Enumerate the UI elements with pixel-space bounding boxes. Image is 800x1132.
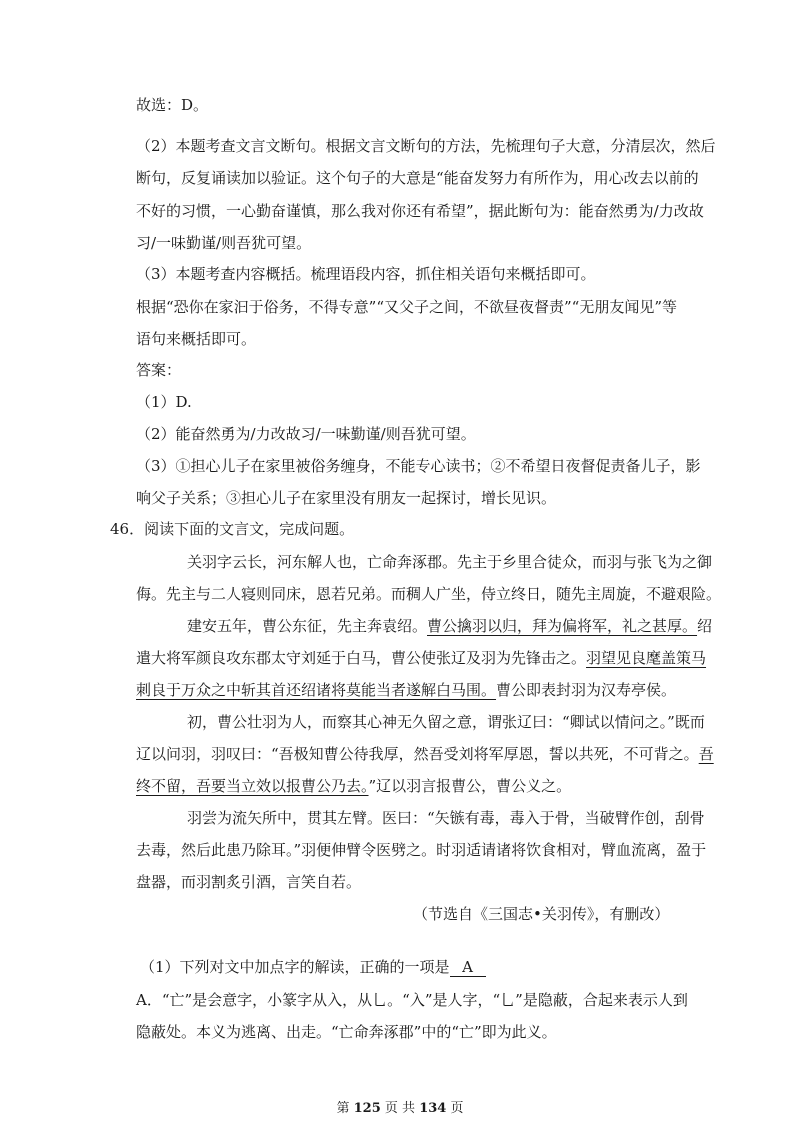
text-line: （3）本题考查内容概括。梳理语段内容，抓住相关语句来概括即可。 — [136, 265, 596, 283]
total-page-number: 134 — [419, 1101, 447, 1116]
text-line: 响父子关系；③担心儿子在家里没有朋友一起探讨，增长见识。 — [136, 489, 557, 507]
passage-text: ”辽以羽言报曹公，曹公义之。 — [368, 777, 572, 795]
source-citation: （节选自《三国志•关羽传》，有删改） — [413, 905, 670, 923]
passage-line: 初，曹公壮羽为人，而察其心神无久留之意，谓张辽曰：“卿试以情问之。”既而 — [187, 713, 705, 731]
passage-line — [187, 616, 712, 636]
underlined-sentence: 吾 — [698, 745, 714, 763]
text-line: 不好的习惯，一心勤奋谨慎，那么我对你还有希望”，据此断句为：能奋然勇为/力改故 — [136, 202, 704, 220]
footer-text: 页 共 — [384, 1101, 416, 1116]
passage-line — [136, 648, 706, 668]
text-line: 断句，反复诵读加以验证。这个句子的大意是“能奋发努力有所作为，用心改去以前的 — [136, 169, 699, 187]
text-line: （3）①担心儿子在家里被俗务缠身，不能专心读书；②不希望日夜督促责备儿子，影 — [136, 457, 701, 475]
text-line: 答案： — [136, 361, 182, 379]
text-line: （2）本题考查文言文断句。根据文言文断句的方法，先梳理句子大意，分清层次，然后 — [136, 137, 716, 155]
passage-text: 辽以问羽，羽叹曰：“吾极知曹公待我厚，然吾受刘将军厚恩，誓以共死，不可背之。 — [136, 745, 699, 763]
text-line: 习/一味勤谨/则吾犹可望。 — [136, 234, 312, 252]
option-line: A．“亡”是会意字，小篆字从入，从乚。“入”是人字，“乚”是隐蔽，合起来表示人到 — [136, 991, 688, 1009]
passage-line: 盘器，而羽割炙引酒，言笑自若。 — [136, 873, 362, 891]
footer-text: 页 — [450, 1101, 464, 1116]
text-line: （1）D. — [136, 393, 192, 411]
passage-line — [136, 744, 714, 764]
question-text: （1）下列对文中加点字的解读，正确的一项是 — [140, 958, 450, 976]
underlined-sentence: 羽望见良麾盖策马 — [586, 649, 707, 667]
passage-line — [136, 680, 676, 700]
question-heading: 46．阅读下面的文言文，完成问题。 — [110, 520, 355, 538]
question-line — [140, 957, 486, 977]
passage-text: 绍 — [697, 617, 713, 635]
footer-text: 第 — [336, 1101, 350, 1116]
page-footer — [0, 1097, 800, 1116]
text-line: 故选：D。 — [136, 96, 209, 114]
answer-blank: A — [450, 958, 486, 977]
passage-line: 侮。先主与二人寝则同床，恩若兄弟。而稠人广坐，侍立终日，随先主周旋，不避艰险。 — [136, 585, 722, 603]
text-line: 语句来概括即可。 — [136, 330, 257, 348]
underlined-sentence: 曹公擒羽以归，拜为偏将军，礼之甚厚。 — [427, 617, 698, 635]
passage-line: 关羽字云长，河东解人也，亡命奔涿郡。先主于乡里合徒众，而羽与张飞为之御 — [187, 553, 713, 571]
passage-line — [136, 776, 571, 796]
passage-text: 建安五年，曹公东征，先主奔袁绍。 — [187, 617, 428, 635]
current-page-number: 125 — [353, 1101, 381, 1116]
underlined-sentence: 刺良于万众之中斩其首还绍诸将莫能当者遂解白马围。 — [136, 681, 497, 699]
passage-text: 遣大将军颜良攻东郡太守刘延于白马，曹公使张辽及羽为先锋击之。 — [136, 649, 587, 667]
passage-text: 曹公即表封羽为汉寿亭侯。 — [496, 681, 677, 699]
option-line: 隐蔽处。本义为逃离、出走。“亡命奔涿郡”中的“亡”即为此义。 — [136, 1023, 557, 1041]
passage-line: 去毒，然后此患乃除耳。”羽便伸臂令医劈之。时羽适请诸将饮食相对，臂血流离，盈于 — [136, 841, 707, 859]
passage-line: 羽尝为流矢所中，贯其左臂。医曰：“矢镞有毒，毒入于骨，当破臂作创，刮骨 — [187, 809, 705, 827]
text-line: （2）能奋然勇为/力改故习/一味勤谨/则吾犹可望。 — [136, 425, 476, 443]
underlined-sentence: 终不留，吾要当立效以报曹公乃去。 — [136, 777, 369, 795]
text-line: 根据“恐你在家汩于俗务，不得专意”“又父子之间，不欲昼夜督责”“无朋友闻见”等 — [136, 298, 678, 316]
